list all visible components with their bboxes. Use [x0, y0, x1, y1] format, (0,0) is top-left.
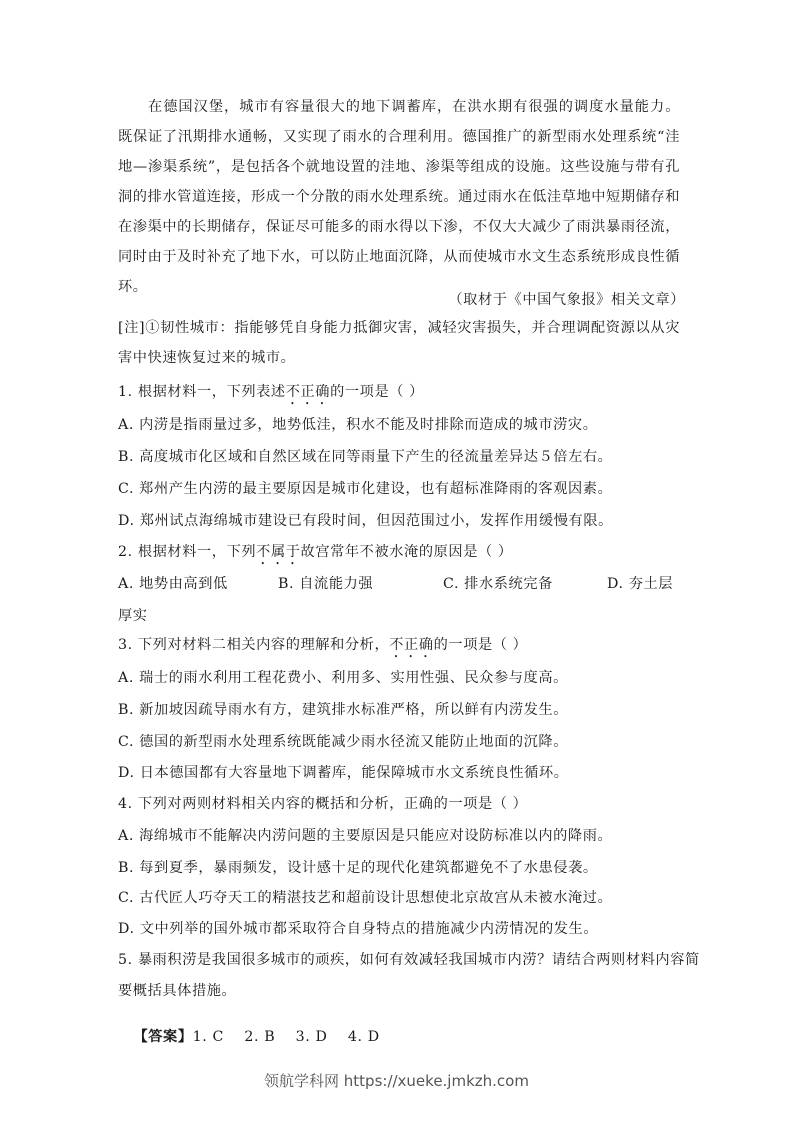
stem-text: 2. 根据材料一，下列: [118, 544, 257, 560]
question-2-option-c: C. 排水系统完备: [443, 576, 553, 592]
passage-paragraph: 在德国汉堡，城市有容量很大的地下调蓄库，在洪水期有很强的调度水量能力。既保证了汛期排水通畅，又实现了雨水的合理利用。德国推广的新型雨水处理系统“洼地—渗渠系统”，是包括各个就地设置的洼地、渗渠等组成的设施。这些设施与带有孔洞的排水管道连接，形成一个分散的雨水处理系统。通过雨水在低洼草地中短期储存和在渗渠中的长期储存，保证尽可能多的雨水得以下渗，不仅大大减少了雨洪暴雨径流，同时由于及时补充了地下水，可以防止地面沉降，从而使城市水文生态系统形成良性循环。: [118, 99, 680, 295]
question-5-stem-line1: 5. 暴雨积涝是我国很多城市的顽疾，如何有效减轻我国城市内涝？请结合两则材料内容简: [118, 952, 700, 968]
answer-values: 1. C 2. B 3. D 4. D: [192, 1029, 380, 1045]
question-4-option-c: C. 古代匠人巧夺天工的精湛技艺和超前设计思想使北京故宫从未被水淹过。: [118, 890, 613, 906]
question-2-stem: [118, 541, 513, 568]
emphasis-text: 不属于: [256, 544, 301, 560]
stem-text: 的一项是（ ）: [433, 637, 528, 653]
question-1-option-d: D. 郑州试点海绵城市建设已有段时间，但因范围过小，发挥作用缓慢有限。: [118, 513, 613, 529]
question-1-option-c: C. 郑州产生内涝的最主要原因是城市化建设，也有超标准降雨的客观因素。: [118, 481, 613, 497]
emphasis-text: 不正确: [389, 637, 434, 653]
question-3-option-a: A. 瑞士的雨水利用工程花费小、利用多、实用性强、民众参与度高。: [118, 670, 568, 686]
question-1-stem: [118, 381, 424, 408]
question-2-option-d: D. 夯土层: [607, 576, 674, 592]
question-4-option-d: D. 文中列举的国外城市都采取符合自身特点的措施减少内涝情况的发生。: [118, 921, 599, 937]
question-4-option-a: A. 海绵城市不能解决内涝问题的主要原因是只能应对设防标准以内的降雨。: [118, 828, 613, 844]
question-2-option-b: B. 自流能力强: [278, 576, 374, 592]
question-2-option-a: A. 地势由高到低: [118, 576, 228, 592]
question-3-stem: [118, 634, 527, 661]
passage-note: [注]①韧性城市：指能够凭自身能力抵御灾害，减轻灾害损失，并合理调配资源以从灾害中快速恢复过来的城市。: [118, 320, 680, 366]
question-1-option-a: A. 内涝是指雨量过多，地势低洼，积水不能及时排除而造成的城市涝灾。: [118, 417, 598, 433]
question-3-option-c: C. 德国的新型雨水处理系统既能减少雨水径流又能防止地面的沉降。: [118, 734, 569, 750]
stem-text: 3. 下列对材料二相关内容的理解和分析，: [118, 637, 390, 653]
question-3-option-d: D. 日本德国都有大容量地下调蓄库，能保障城市水文系统良性循环。: [118, 765, 569, 781]
question-3-option-b: B. 新加坡因疏导雨水有方，建筑排水标准严格，所以鲜有内涝发生。: [118, 702, 569, 718]
answer-line: [113, 1010, 380, 1062]
question-5-stem-line2: 要概括具体措施。: [118, 983, 237, 999]
footer-watermark: 领航学科网 https://xueke.jmkzh.com: [264, 1072, 529, 1090]
question-2-option-d-wrap: 厚实: [118, 608, 148, 624]
question-4-option-b: B. 每到夏季，暴雨频发，设计感十足的现代化建筑都避免不了水患侵袭。: [118, 860, 598, 876]
answer-label: 【答案】: [133, 1029, 193, 1045]
question-1-option-b: B. 高度城市化区域和自然区域在同等雨量下产生的径流量差异达５倍左右。: [118, 449, 613, 465]
stem-text: 1. 根据材料一，下列表述: [118, 384, 286, 400]
question-4-stem: 4. 下列对两则材料相关内容的概括和分析，正确的一项是（ ）: [118, 796, 528, 812]
emphasis-text: 不正确: [285, 384, 331, 400]
stem-text: 的一项是（ ）: [330, 384, 424, 400]
passage-source: （取材于《中国气象报》相关文章）: [448, 292, 685, 308]
stem-text: 故宫常年不被水淹的原因是（ ）: [300, 544, 513, 560]
